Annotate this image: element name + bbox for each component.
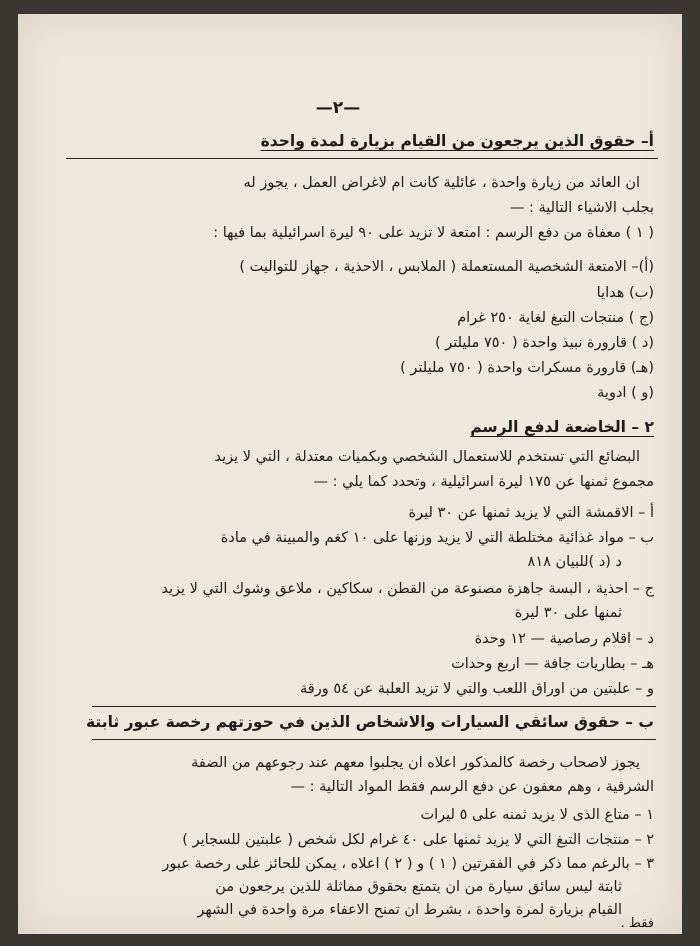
divider bbox=[66, 158, 658, 159]
exempt-item-e: (هـ) قارورة مسكرات واحدة ( ٧٥٠ مليلتر ) bbox=[400, 360, 654, 376]
section-2-intro-line-2: مجموع ثمنها عن ١٧٥ ليرة اسرائيلية ، وتحدد كما يلي : — bbox=[313, 474, 654, 490]
permit-item-3-cont-1: ثابتة ليس سائق سيارة من ان يتمتع بحقوق مماثلة للذين يرجعون من bbox=[215, 879, 622, 895]
permit-item-3-cont-3: فقط . bbox=[620, 916, 654, 931]
dutiable-item-b-cont: د (د )للبيان ٨١٨ bbox=[527, 554, 622, 570]
dutiable-item-c: ج – احذية ، البسة جاهزة مصنوعة من القطن ، سكاكين ، ملاعق وشوك التي لا يزيد bbox=[161, 581, 654, 597]
section-a-intro-line-1: ان العائد من زيارة واحدة ، عائلية كانت ام لاغراض العمل ، يجوز له bbox=[243, 175, 640, 191]
section-b-title: ب – حقوق سائقي السيارات والاشخاص الذين في حوزتهم رخصة عبور ثابتة bbox=[86, 713, 654, 731]
exempt-item-b: (ب) هدايا bbox=[596, 285, 654, 301]
section-2-heading: ٢ – الخاضعة لدفع الرسم bbox=[470, 418, 654, 436]
permit-item-3: ٣ – بالرغم مما ذكر في الفقرتين ( ١ ) و ( ٢ ) اعلاه ، يمكن للحائز على رخصة عبور bbox=[162, 856, 654, 872]
dutiable-item-f: و – علبتين من اوراق اللعب والتي لا تزيد العلبة عن ٥٤ ورقة bbox=[299, 681, 654, 697]
section-b-intro-line-2: الشرقية ، وهم معفون عن دفع الرسم فقط المواد التالية : — bbox=[290, 779, 654, 795]
section-a-intro-line-2: بجلب الاشياء التالية : — bbox=[509, 200, 654, 216]
dutiable-item-d: د – اقلام رصاصية — ١٢ وحدة bbox=[474, 631, 654, 647]
section-b-intro-line-1: يجوز لاصحاب رخصة كالمذكور اعلاه ان يجلبوا معهم عند رجوعهم من الضفة bbox=[191, 755, 640, 771]
page-number: —٢— bbox=[315, 98, 361, 118]
exempt-item-d: (د ) قارورة نبيذ واحدة ( ٧٥٠ مليلتر ) bbox=[434, 335, 654, 351]
dutiable-item-b: ب – مواد غذائية مختلطة التي لا يزيد وزنها على ١٠ كغم والمبينة في مادة bbox=[220, 530, 654, 546]
exempt-item-f: (و ) ادوية bbox=[597, 385, 654, 401]
dutiable-item-c-cont: ثمنها على ٣٠ ليرة bbox=[514, 605, 622, 621]
document-page bbox=[18, 14, 682, 934]
dutiable-item-e: هـ – بطاريات جافة — اربع وحدات bbox=[451, 656, 654, 672]
permit-item-1: ١ – متاع الذى لا يزيد ثمنه على ٥ ليرات bbox=[420, 807, 654, 823]
section-a-title: أ– حقوق الذين يرجعون من القيام بزيارة لمدة واحدة bbox=[260, 132, 654, 150]
permit-item-2: ٢ – منتجات التبغ التي لا يزيد ثمنها على ٤٠ غرام لكل شخص ( علبتين للسجاير ) bbox=[182, 832, 654, 848]
dutiable-item-a: أ – الاقمشة التي لا يزيد ثمنها عن ٣٠ ليرة bbox=[408, 505, 654, 521]
exempt-item-a: (أ)– الامتعة الشخصية المستعملة ( الملابس ، الاحذية ، جهاز للتواليت ) bbox=[239, 259, 654, 275]
exempt-item-c: (ج ) منتجات التبغ لغاية ٢٥٠ غرام bbox=[457, 310, 654, 326]
section-2-intro-line-1: البضائع التي تستخدم للاستعمال الشخصي وبكميات معتدلة ، التي لا يزيد bbox=[214, 449, 640, 465]
permit-item-3-cont-2: القيام بزيارة لمرة واحدة ، بشرط ان تمنح الاعفاء مرة واحدة في الشهر bbox=[197, 902, 622, 918]
exempt-heading: ( ١ ) معفاة من دفع الرسم : امتعة لا تزيد على ٩٠ ليرة اسرائيلية بما فيها : bbox=[213, 225, 654, 241]
